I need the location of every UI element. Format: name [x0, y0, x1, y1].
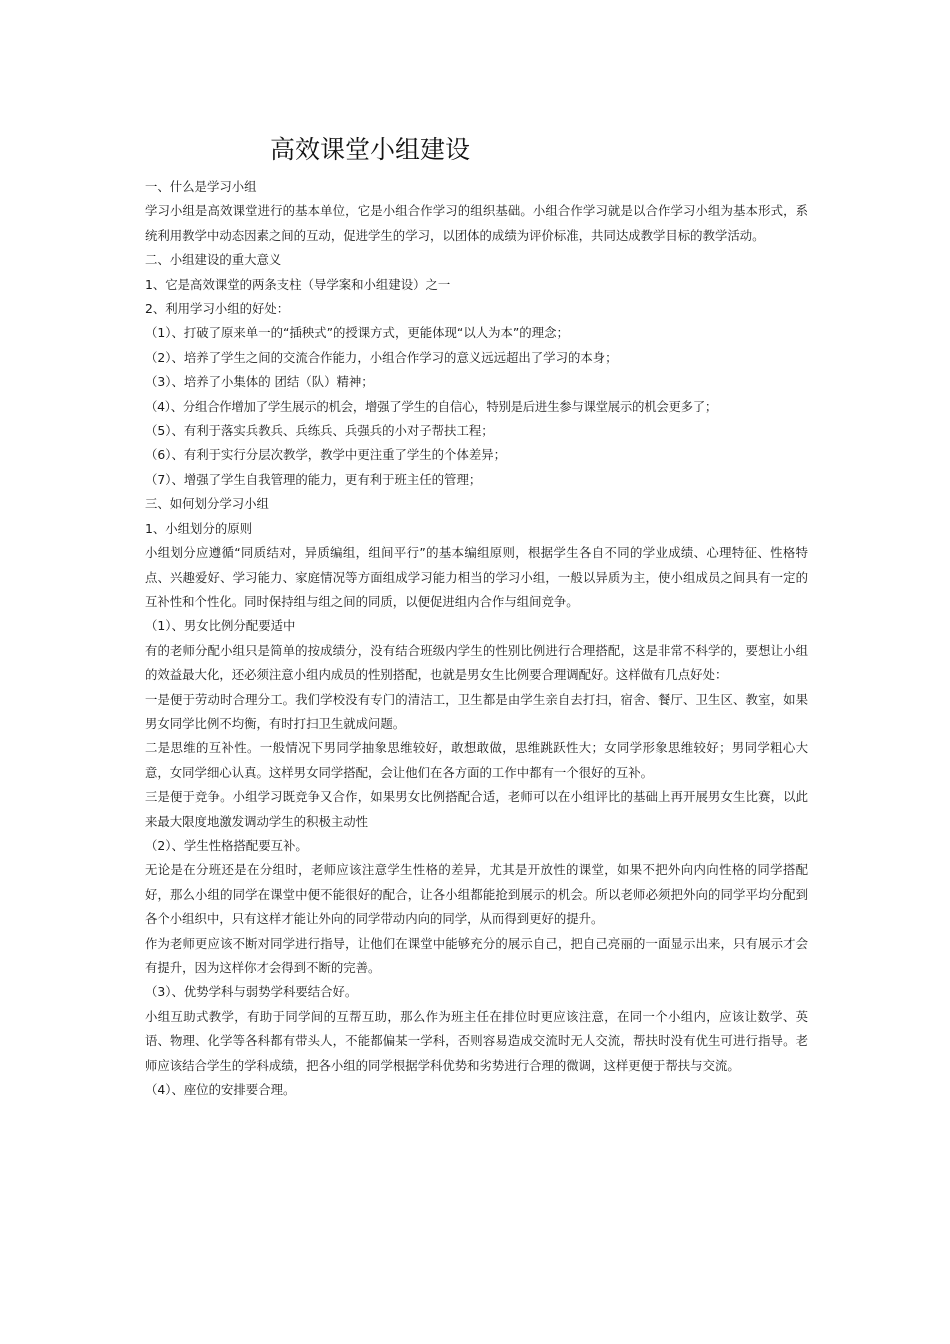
list-item: 2、利用学习小组的好处： — [145, 301, 290, 317]
list-item: （4）、分组合作增加了学生展示的机会，增强了学生的自信心，特别是后进生参与课堂展示的机会更多了； — [145, 398, 718, 414]
subheading: （2）、学生性格搭配要互补。 — [145, 837, 308, 853]
list-item: （6）、有利于实行分层次教学，教学中更注重了学生的个体差异； — [145, 447, 507, 463]
paragraph: 学习小组是高效课堂进行的基本单位，它是小组合作学习的组织基础。小组合作学习就是以合作学习小组为基本形式，系统利用教学中动态因素之间的互动，促进学生的学习，以团体的成绩为评价标准，共同达成教学目标的教学活动。 — [145, 203, 808, 243]
paragraph: 二是思维的互补性。一般情况下男同学抽象思维较好，敢想敢做，思维跳跃性大；女同学形象思维较好；男同学粗心大意，女同学细心认真。这样男女同学搭配，会让他们在各方面的工作中都有一个很好的互补。 — [145, 740, 808, 780]
subheading: （4）、座位的安排要合理。 — [145, 1082, 296, 1098]
document-body — [145, 175, 808, 1102]
subheading: （3）、优势学科与弱势学科要结合好。 — [145, 984, 358, 1000]
heading-section-2: 二、小组建设的重大意义 — [145, 252, 282, 268]
list-item: （2）、培养了学生之间的交流合作能力，小组合作学习的意义远远超出了学习的本身； — [145, 349, 618, 365]
list-item: （7）、增强了学生自我管理的能力，更有利于班主任的管理； — [145, 471, 482, 487]
paragraph: 作为老师更应该不断对同学进行指导，让他们在课堂中能够充分的展示自己，把自己亮丽的一面显示出来，只有展示才会有提升，因为这样你才会得到不断的完善。 — [145, 935, 808, 975]
paragraph: 无论是在分班还是在分组时，老师应该注意学生性格的差异，尤其是开放性的课堂，如果不把外向内向性格的同学搭配好，那么小组的同学在课堂中便不能很好的配合，让各小组都能抢到展示的机会。所以老师必须把外向的同学平均分配到各个小组织中，只有这样才能让外向的同学带动内向的同学，从而得到更好的提升。 — [145, 862, 808, 927]
subheading: （1）、男女比例分配要适中 — [145, 618, 296, 634]
paragraph: 小组互助式教学，有助于同学间的互帮互助，那么作为班主任在排位时更应该注意，在同一个小组内，应该让数学、英语、物理、化学等各科都有带头人，不能都偏某一学科，否则容易造成交流时无人交流，帮扶时没有优生可进行指导。老师应该结合学生的学科成绩，把各小组的同学根据学科优势和劣势进行合理的微调，这样更便于帮扶与交流。 — [145, 1008, 808, 1073]
list-item: （3）、培养了小集体的 团结（队）精神； — [145, 374, 374, 390]
list-item: 1、它是高效课堂的两条支柱（导学案和小组建设）之一 — [145, 276, 451, 292]
paragraph: 一是便于劳动时合理分工。我们学校没有专门的清洁工，卫生都是由学生亲自去打扫，宿舍、餐厅、卫生区、教室，如果男女同学比例不均衡，有时打扫卫生就成问题。 — [145, 691, 808, 731]
subheading: 1、小组划分的原则 — [145, 520, 253, 536]
heading-section-1: 一、什么是学习小组 — [145, 179, 257, 194]
document-title: 高效课堂小组建设 — [270, 135, 471, 164]
heading-section-3: 三、如何划分学习小组 — [145, 496, 269, 512]
paragraph: 三是便于竞争。小组学习既竞争又合作，如果男女比例搭配合适，老师可以在小组评比的基础上再开展男女生比赛，以此来最大限度地激发调动学生的积极主动性 — [145, 789, 808, 829]
paragraph: 小组划分应遵循“同质结对，异质编组，组间平行”的基本编组原则，根据学生各自不同的学业成绩、心理特征、性格特点、兴趣爱好、学习能力、家庭情况等方面组成学习能力相当的学习小组，一般以异质为主，使小组成员之间具有一定的互补性和个性化。同时保持组与组之间的同质，以便促进组内合作与组间竞争。 — [145, 545, 808, 609]
list-item: （5）、有利于落实兵教兵、兵练兵、兵强兵的小对子帮扶工程； — [145, 423, 494, 439]
paragraph: 有的老师分配小组只是简单的按成绩分，没有结合班级内学生的性别比例进行合理搭配，这是非常不科学的，要想让小组的效益最大化，还必须注意小组内成员的性别搭配，也就是男女生比例要合理调配好。这样做有几点好处： — [145, 642, 808, 683]
list-item: （1）、打破了原来单一的“插秧式”的授课方式，更能体现“以人为本”的理念； — [145, 325, 569, 341]
